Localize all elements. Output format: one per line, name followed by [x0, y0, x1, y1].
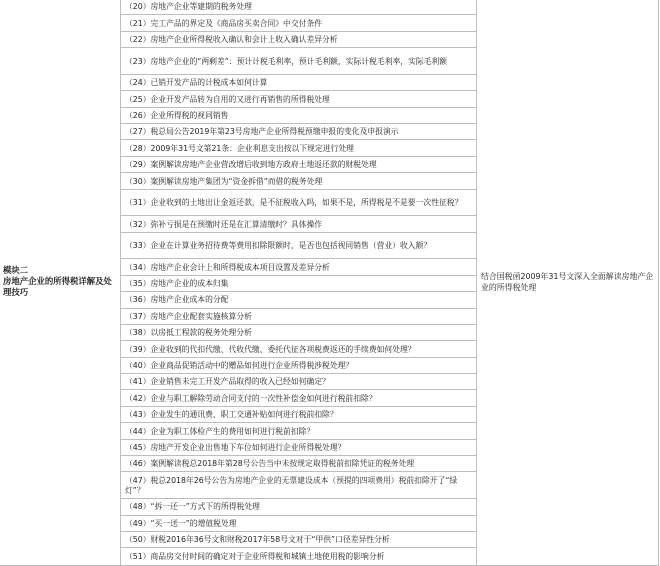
topic-row	[121, 325, 476, 341]
topic-text: （47）税总2018年26号公告为房地产企业的无票建设成本（预提的四项费用）税前扣除开了“绿灯”？	[125, 475, 458, 495]
topic-row	[121, 309, 476, 325]
topic-row	[121, 0, 476, 15]
module-cell	[0, 0, 121, 566]
topic-text: （48）“拆一还一”方式下的所得税处理	[125, 502, 260, 512]
module-subtitle: 房地产企业的所得税详解及处理技巧	[3, 276, 112, 298]
topic-row	[121, 48, 476, 75]
topic-row	[121, 15, 476, 31]
topic-text: （33）企业在计算业务招待费等费用扣除限额时，是否也包括视同销售（营业）收入额？	[125, 241, 432, 251]
topic-text: （43）企业发生的通讯费、职工交通补贴如何进行税前扣除？	[125, 410, 338, 420]
topic-text: （21）完工产品的界定及《商品房买卖合同》中交付条件	[125, 18, 323, 28]
topic-row	[121, 91, 476, 107]
topic-row	[121, 173, 476, 189]
topic-row	[121, 140, 476, 156]
topic-text: （23）房地产企业的“两剩差”：预计计税毛利率，预计毛利额，实际计税毛利率，实际毛利额	[125, 56, 448, 66]
topic-text: （50）财税2016年36号文和财税2017年58号文对于“甲供”口径差异性分析	[125, 535, 390, 545]
topic-text: （46）案例解读税总2018年第28号公告当中未按规定取得税前扣除凭证的税务处理	[125, 459, 415, 469]
topic-row	[121, 516, 476, 532]
topic-row	[121, 259, 476, 275]
topic-text: （38）以房抵工程款的税务处理分析	[125, 328, 252, 338]
topic-text: （41）企业销售未完工开发产品取得的收入已经如何确定？	[125, 377, 330, 387]
topic-text: （45）房地产开发企业出售地下车位如何进行企业所得税处理？	[125, 442, 346, 452]
topic-row	[121, 124, 476, 140]
topic-text: （51）商品房交付时间的确定对于企业所得税和城镇土地使用税的影响分析	[125, 552, 385, 562]
topic-row	[121, 423, 476, 439]
topic-text: （24）已销开发产品的计税成本如何计算	[125, 78, 268, 88]
topic-row	[121, 75, 476, 91]
topic-row	[121, 407, 476, 423]
module-title: 模块二	[3, 265, 29, 276]
topic-row	[121, 216, 476, 232]
topic-text: （42）企业与职工解除劳动合同支付的一次性补偿金如何进行税前扣除？	[125, 393, 377, 403]
topic-text: （28）2009年31号文第21条：企业利息支出按以下规定进行处理	[125, 143, 354, 153]
topic-row	[121, 358, 476, 374]
topic-text: （29）案例解读房地产企业营改增后收到地方政府土地返还款的财税处理	[125, 160, 377, 170]
topic-row	[121, 32, 476, 48]
module-heading	[3, 265, 118, 298]
topic-row	[121, 292, 476, 308]
topic-text: （31）企业收到的土地出让金返还款，是不征税收入吗，如果不是，所得税是不是要一次性征税？	[125, 198, 463, 208]
topic-row	[121, 157, 476, 173]
topic-text: （25）企业开发产品转为自用的又进行再销售的所得税处理	[125, 94, 330, 104]
topic-text: （26）企业所得税的视同销售	[125, 110, 229, 120]
topic-row	[121, 472, 476, 499]
topic-row	[121, 276, 476, 292]
topic-text: （32）弥补亏损是在预缴时还是在汇算清缴时？具体操作	[125, 219, 323, 229]
topic-text: （37）房地产企业配套实施核算分析	[125, 311, 252, 321]
topic-row	[121, 190, 476, 217]
topic-row	[121, 233, 476, 260]
topic-row	[121, 390, 476, 406]
reference-cell	[477, 0, 659, 566]
topic-text: （40）企业商品促销活动中的赠品如何进行企业所得税涉税处理？	[125, 361, 354, 370]
topic-row	[121, 499, 476, 515]
topic-text: （39）企业收到的代扣代缴、代收代缴、委托代征各项税费返还的手续费如何处理？	[125, 344, 416, 354]
topic-text: （36）房地产企业成本的分配	[125, 295, 229, 305]
topic-text: （20）房地产企业等建期的税务处理	[125, 2, 252, 12]
topic-text: （34）房地产企业会计上和所得税成本项目设置及差异分析	[125, 262, 330, 272]
topic-text: （30）案例解读房地产集团为“资金拆借”而借的税务处理	[125, 176, 323, 186]
topic-text: （22）房地产企业所得税收入确认和会计上收入确认差异分析	[125, 35, 338, 45]
topic-text: （44）企业为职工体检产生的费用如何进行税前扣除？	[125, 426, 315, 436]
topic-row	[121, 108, 476, 124]
topic-row	[121, 341, 476, 357]
topic-row	[121, 440, 476, 456]
reference-text: 结合国税函2009年31号文深入全面解读房地产企业的所得税处理	[481, 271, 654, 292]
topic-text: （35）房地产企业的成本归集	[125, 279, 229, 289]
topic-text: （49）“买一送一”的增值税处理	[125, 518, 237, 528]
topic-row	[121, 532, 476, 548]
topic-row	[121, 374, 476, 390]
topic-row	[121, 548, 476, 564]
topic-row	[121, 456, 476, 472]
topic-list	[121, 0, 477, 566]
topic-text: （27）税总局公告2019年第23号房地产企业所得税预缴申报的变化及申报演示	[125, 127, 399, 137]
